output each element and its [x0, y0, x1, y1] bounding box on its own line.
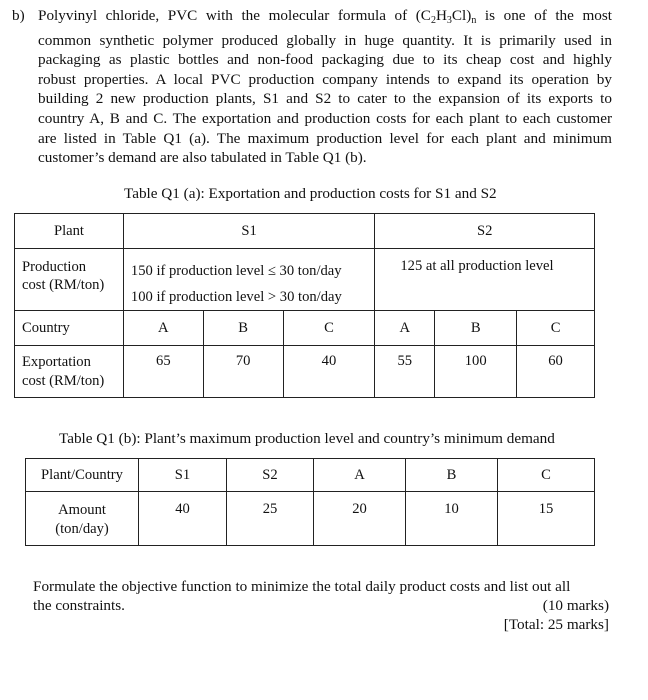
table-a-exportation-row [15, 346, 595, 398]
closing-line-1: Formulate the objective function to minimize the total daily product costs and list out all [33, 578, 571, 595]
exportation-s2-b: 100 [435, 346, 517, 398]
country-s1-c: C [283, 311, 375, 346]
production-cost-s2: 125 at all production level [375, 249, 595, 311]
country-s1-a: A [123, 311, 203, 346]
table-b-header-s1: S1 [139, 459, 227, 492]
table-a-header-row [15, 214, 595, 249]
marks-label: (10 marks) [542, 597, 609, 614]
question-line-6: country A, B and C. The exportation and production costs for each plant to each customer [38, 109, 612, 127]
table-b [25, 458, 595, 546]
country-s2-a: A [375, 311, 435, 346]
production-cost-s1: 150 if production level ≤ 30 ton/day 100 if production level > 30 ton/day [123, 249, 374, 311]
amount-label: Amount (ton/day) [26, 492, 139, 546]
question-paragraph [12, 6, 612, 168]
table-a-caption: Table Q1 (a): Exportation and production costs for S1 and S2 [124, 185, 497, 202]
question-line-3: packaging as plastic bottles and non-food packaging due to its cheap cost and highly [38, 51, 612, 69]
table-b-amount-row [26, 492, 595, 546]
table-b-header-b: B [406, 459, 498, 492]
country-s2-b: B [435, 311, 517, 346]
table-b-header-row [26, 459, 595, 492]
exportation-s1-c: 40 [283, 346, 375, 398]
exportation-s2-a: 55 [375, 346, 435, 398]
question-line-7: are listed in Table Q1 (a). The maximum production level for each plant and minimum [38, 129, 612, 147]
question-label: b) [12, 7, 25, 24]
closing-line-2: the constraints. [33, 597, 125, 614]
country-s1-b: B [203, 311, 283, 346]
production-cost-label: Production cost (RM/ton) [15, 249, 124, 311]
closing-instructions [33, 577, 609, 634]
amount-b: 10 [406, 492, 498, 546]
question-line-4: robust properties. A local PVC production company intends to expand its operation by [38, 70, 612, 88]
table-b-header-c: C [498, 459, 595, 492]
table-a [14, 213, 595, 398]
question-line-8: customer’s demand are also tabulated in Table Q1 (b). [38, 149, 367, 167]
country-label: Country [15, 311, 124, 346]
table-b-header-plant-country: Plant/Country [26, 459, 139, 492]
amount-s1: 40 [139, 492, 227, 546]
table-b-caption: Table Q1 (b): Plant’s maximum production level and country’s minimum demand [59, 430, 555, 447]
country-s2-c: C [517, 311, 595, 346]
total-marks-label: [Total: 25 marks] [503, 616, 609, 633]
amount-s2: 25 [227, 492, 314, 546]
table-b-header-a: A [314, 459, 406, 492]
table-b-header-s2: S2 [227, 459, 314, 492]
question-line-5: building 2 new production plants, S1 and S2 to cater to the expansion of its exports to [38, 90, 612, 108]
amount-a: 20 [314, 492, 406, 546]
amount-c: 15 [498, 492, 595, 546]
exportation-s1-b: 70 [203, 346, 283, 398]
table-a-header-s2: S2 [375, 214, 595, 249]
exportation-s2-c: 60 [517, 346, 595, 398]
exportation-cost-label: Exportation cost (RM/ton) [15, 346, 124, 398]
table-a-country-row [15, 311, 595, 346]
table-a-header-s1: S1 [123, 214, 374, 249]
question-line-2: common synthetic polymer produced globally in huge quantity. It is primarily used in [38, 31, 612, 49]
question-line-1: Polyvinyl chloride, PVC with the molecular formula of $(C_2H_3Cl)_n$ is one of the most [38, 7, 612, 26]
table-a-production-row [15, 249, 595, 311]
table-a-header-plant: Plant [15, 214, 124, 249]
exportation-s1-a: 65 [123, 346, 203, 398]
